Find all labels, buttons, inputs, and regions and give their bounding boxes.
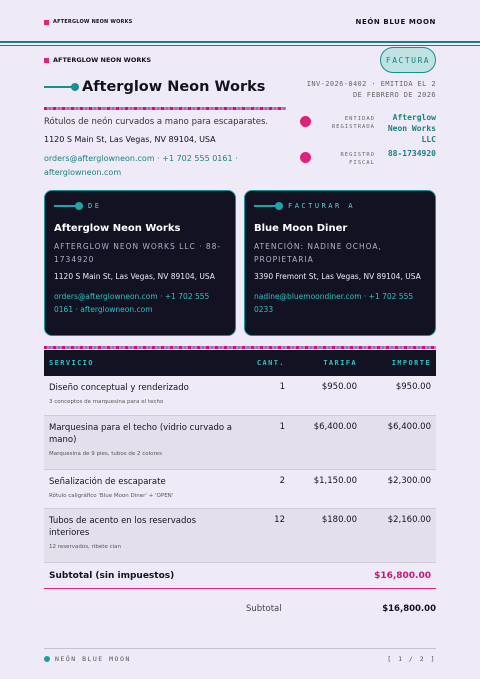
line-items-table bbox=[44, 350, 436, 589]
bill-to-address: 3390 Fremont St, Las Vegas, NV 89104, USA bbox=[254, 272, 421, 281]
from-address: 1120 S Main St, Las Vegas, NV 89104, USA bbox=[54, 272, 215, 281]
meta-dot-icon bbox=[300, 152, 311, 163]
item-amount: $6,400.00 bbox=[362, 415, 436, 469]
from-contact: orders@afterglowneon.com · +1 702 555 0161 · afterglowneon.com bbox=[54, 292, 210, 314]
footer-client: NEÓN BLUE MOON bbox=[55, 655, 131, 663]
bill-to-card-header bbox=[254, 201, 426, 211]
brand-name: Afterglow Neon Works bbox=[82, 79, 266, 95]
page-indicator: [ 1 / 2 ] bbox=[387, 655, 436, 663]
brand-square-icon bbox=[44, 20, 49, 25]
meta-entity-value: Afterglow Neon Works LLC bbox=[387, 113, 436, 144]
bill-to-attention: ATENCIÓN: NADINE OCHOA, PROPIETARIA bbox=[254, 242, 382, 264]
neon-tube-icon bbox=[254, 205, 280, 207]
item-amount: $2,160.00 bbox=[362, 508, 436, 562]
brand-tagline: Rótulos de neón curvados a mano para escaparates. bbox=[44, 117, 269, 127]
footer-rule bbox=[44, 648, 436, 649]
footer-dot-icon bbox=[44, 656, 50, 662]
bill-to-label: FACTURAR A bbox=[288, 202, 356, 210]
item-note: Rótulo caligráfico 'Blue Moon Diner' + 'OPEN' bbox=[49, 492, 174, 499]
meta-tax-row bbox=[300, 148, 436, 167]
bill-to-name: Blue Moon Diner bbox=[254, 223, 348, 234]
item-qty: 1 bbox=[244, 415, 290, 469]
brand-name-row bbox=[44, 79, 265, 95]
table-row bbox=[44, 508, 436, 562]
meta-entity-label: ENTIDAD REGISTRADA bbox=[331, 116, 375, 130]
neon-tube-icon bbox=[54, 205, 80, 207]
subtotal-row bbox=[44, 562, 436, 588]
brand-tag bbox=[44, 56, 151, 64]
item-rate: $1,150.00 bbox=[290, 469, 362, 508]
bill-to-card bbox=[244, 190, 436, 336]
meta-entity-row bbox=[300, 112, 436, 145]
neon-divider bbox=[44, 346, 436, 349]
header-rule bbox=[0, 41, 480, 43]
table-row bbox=[44, 469, 436, 508]
item-description: Señalización de escaparate bbox=[49, 476, 166, 487]
table-header-row bbox=[44, 350, 436, 376]
from-name: Afterglow Neon Works bbox=[54, 223, 181, 234]
subtotal-value: $16,800.00 bbox=[362, 562, 436, 588]
footer bbox=[44, 655, 436, 663]
header-rule-thin bbox=[0, 45, 480, 46]
item-description: Diseño conceptual y renderizado bbox=[49, 383, 189, 393]
item-rate: $950.00 bbox=[290, 376, 362, 415]
top-company-tag bbox=[44, 19, 132, 25]
top-bar bbox=[44, 16, 436, 28]
brand-contact: orders@afterglowneon.com · +1 702 555 0161 · afterglowneon.com bbox=[44, 154, 238, 177]
table-row bbox=[44, 376, 436, 415]
meta-tax-value: 88-1734920 bbox=[387, 149, 436, 158]
item-rate: $6,400.00 bbox=[290, 415, 362, 469]
top-company-tag-text: AFTERGLOW NEON WORKS bbox=[53, 19, 133, 25]
meta-dot-icon bbox=[300, 116, 311, 127]
summary-subtotal-label: Subtotal bbox=[246, 604, 282, 614]
table-row bbox=[44, 415, 436, 469]
neon-divider bbox=[44, 107, 286, 110]
item-amount: $2,300.00 bbox=[362, 469, 436, 508]
from-legal: AFTERGLOW NEON WORKS LLC · 88-1734920 bbox=[54, 242, 222, 264]
col-header-qty: CANT. bbox=[244, 350, 290, 376]
item-description: Marquesina para el techo (vidrio curvado a mano) bbox=[49, 422, 232, 445]
top-client-tag: NEÓN BLUE MOON bbox=[355, 18, 436, 26]
col-header-rate: TARIFA bbox=[290, 350, 362, 376]
item-note: 3 conceptos de marquesina para el techo bbox=[49, 399, 164, 405]
item-qty: 1 bbox=[244, 376, 290, 415]
col-header-amount: IMPORTE bbox=[362, 350, 436, 376]
item-note: 12 reservados, ribete cian bbox=[49, 543, 121, 550]
brand-tag-text: AFTERGLOW NEON WORKS bbox=[53, 56, 152, 64]
from-card bbox=[44, 190, 236, 336]
from-card-header bbox=[54, 201, 226, 211]
item-qty: 12 bbox=[244, 508, 290, 562]
from-label: DE bbox=[88, 202, 102, 210]
document-type-badge: FACTURA bbox=[380, 47, 436, 73]
footer-left bbox=[44, 655, 131, 663]
meta-tax-label: REGISTRO FISCAL bbox=[340, 152, 375, 166]
brand-square-icon bbox=[44, 58, 49, 63]
item-amount: $950.00 bbox=[362, 376, 436, 415]
brand-address: 1120 S Main St, Las Vegas, NV 89104, USA bbox=[44, 135, 216, 144]
item-description: Tubos de acento en los reservados interiores bbox=[49, 515, 197, 538]
item-rate: $180.00 bbox=[290, 508, 362, 562]
invoice-number-line: INV-2026-0402 · EMITIDA EL 2 DE FEBRERO DE 2026 bbox=[306, 80, 436, 99]
neon-tube-icon bbox=[44, 86, 76, 88]
subtotal-label: Subtotal (sin impuestos) bbox=[44, 562, 362, 588]
summary-subtotal bbox=[200, 604, 436, 614]
item-qty: 2 bbox=[244, 469, 290, 508]
summary-subtotal-value: $16,800.00 bbox=[382, 604, 436, 614]
col-header-service: SERVICIO bbox=[44, 350, 244, 376]
bill-to-contact: nadine@bluemoondiner.com · +1 702 555 0233 bbox=[254, 292, 414, 314]
item-note: Marquesina de 9 pies, tubos de 2 colores bbox=[49, 450, 162, 457]
